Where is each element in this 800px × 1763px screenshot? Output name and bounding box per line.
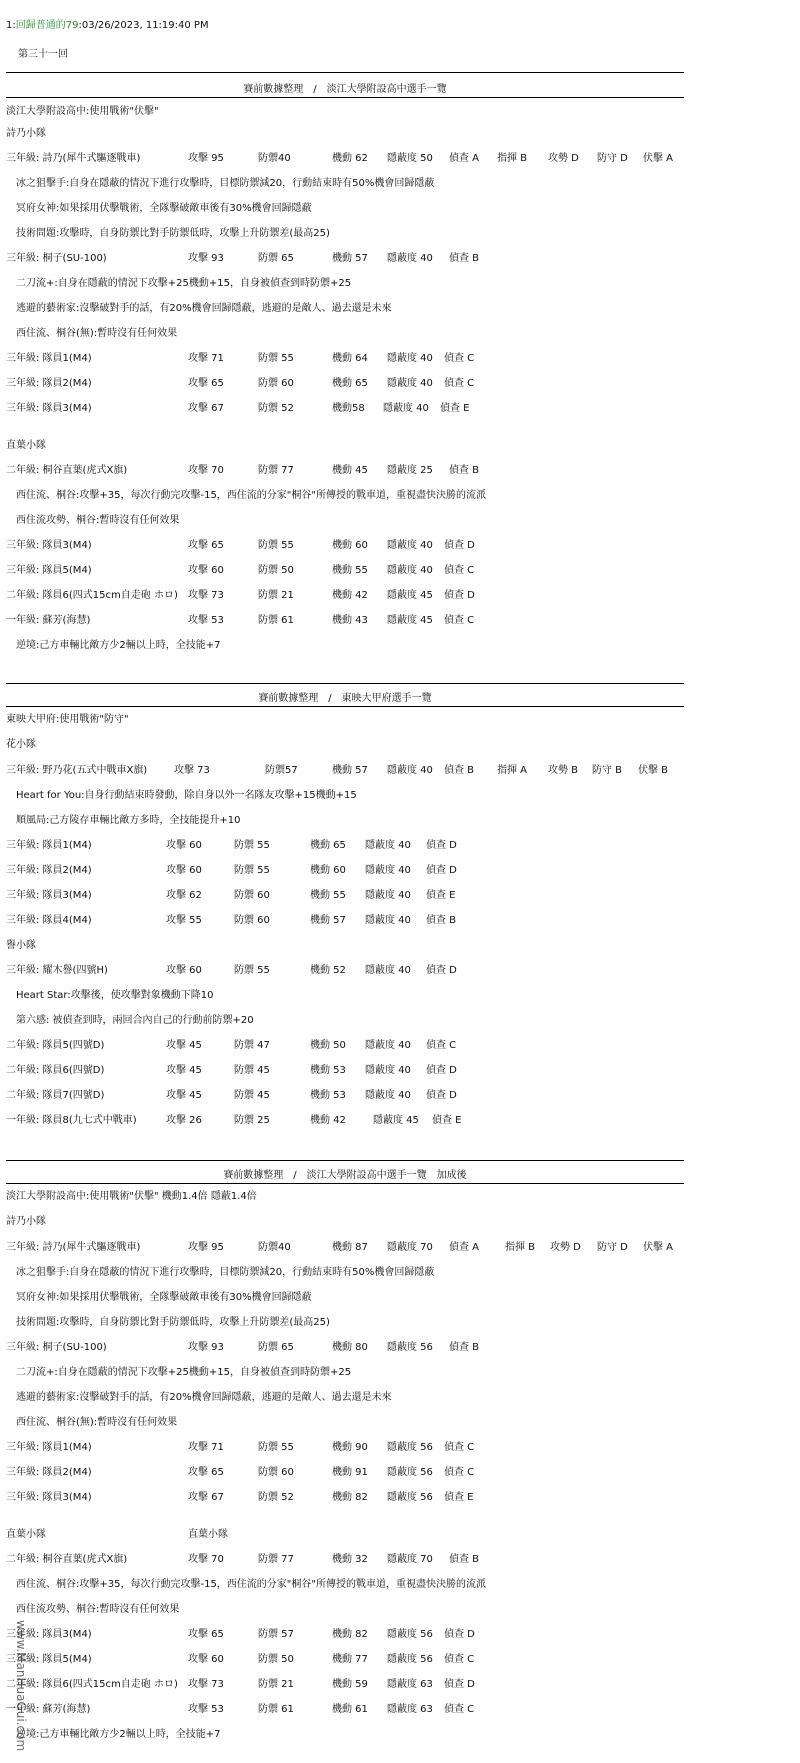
stat-cell: 機動 90 <box>332 1442 368 1453</box>
stat-cell: 偵查 B <box>449 1554 480 1565</box>
stat-cell: 攻擊 70 <box>188 1554 224 1565</box>
stat-cell: 機動 43 <box>332 615 368 626</box>
stat-cell: 隱蔽度 45 <box>387 615 433 626</box>
section-divider <box>6 97 684 98</box>
stat-cell: 防守 D <box>597 153 628 164</box>
stat-cell: 隱蔽度 40 <box>387 353 433 364</box>
section-divider <box>6 706 684 707</box>
stat-cell: 機動 64 <box>332 353 368 364</box>
stat-cell: 偵查 D <box>426 1065 457 1076</box>
roster-line: 西住流攻勢、桐谷:暫時沒有任何效果 <box>16 1604 180 1615</box>
stat-cell: 偵查 E <box>440 403 470 414</box>
stat-cell: 隱蔽度 40 <box>387 540 433 551</box>
stat-cell: 偵查 C <box>444 615 475 626</box>
stat-cell: 攻擊 71 <box>188 1442 224 1453</box>
post-index: 1: <box>6 20 16 31</box>
roster-line: 東映大甲府:使用戰術"防守" <box>6 714 129 725</box>
stat-cell: 防守 D <box>597 1242 628 1253</box>
stat-cell: 偵查 D <box>444 1679 475 1690</box>
section-divider <box>6 683 684 684</box>
roster-line: 三年級: 隊員1(M4) <box>6 840 92 851</box>
roster-line: 西住流攻勢、桐谷:暫時沒有任何效果 <box>16 515 180 526</box>
stat-cell: 偵查 A <box>449 1242 480 1253</box>
stat-cell: 隱蔽度 40 <box>365 965 411 976</box>
stat-cell: 隱蔽度 56 <box>387 1654 433 1665</box>
stat-cell: 隱蔽度 40 <box>365 865 411 876</box>
stat-cell: 攻擊 73 <box>174 765 210 776</box>
stat-cell: 防禦 55 <box>234 965 270 976</box>
section-divider <box>6 72 684 73</box>
section-divider <box>6 1160 684 1161</box>
roster-line: 一年級: 蘇芳(海慧) <box>6 1704 91 1715</box>
stat-cell: 攻勢 D <box>550 1242 581 1253</box>
stat-cell: 隱蔽度 40 <box>365 890 411 901</box>
roster-line: 三年級: 隊員3(M4) <box>6 1629 92 1640</box>
stat-cell: 隱蔽度 56 <box>387 1629 433 1640</box>
stat-cell: 防禦 52 <box>258 1492 294 1503</box>
roster-line: 三年級: 隊員3(M4) <box>6 540 92 551</box>
stat-cell: 攻擊 53 <box>188 615 224 626</box>
stat-cell: 機動 82 <box>332 1492 368 1503</box>
section-header: 賽前數據整理 / 淡江大學附設高中選手一覽 加成後 <box>223 1170 467 1181</box>
stat-cell: 隱蔽度 70 <box>387 1242 433 1253</box>
roster-line: 三年級: 隊員4(M4) <box>6 915 92 926</box>
roster-line: 淡江大學附設高中:使用戰術"伏擊" 機動1.4倍 隱蔽1.4倍 <box>6 1191 257 1202</box>
post-author-link[interactable]: 回歸普通的79 <box>15 20 79 31</box>
stat-cell: 隱蔽度 40 <box>365 915 411 926</box>
stat-cell: 機動 60 <box>332 540 368 551</box>
roster-line: 一年級: 蘇芳(海慧) <box>6 615 91 626</box>
stat-cell: 攻擊 67 <box>188 1492 224 1503</box>
section-divider <box>6 1183 684 1184</box>
stat-cell: 偵查 C <box>444 1654 475 1665</box>
stat-cell: 偵查 D <box>426 865 457 876</box>
stat-cell: 指揮 B <box>505 1242 536 1253</box>
stat-cell: 隱蔽度 40 <box>365 1090 411 1101</box>
stat-cell: 偵查 B <box>444 765 475 776</box>
stat-cell: 偵查 B <box>449 465 480 476</box>
roster-line: 逃避的藝術家:沒擊破對手的話，有20%機會回歸隱蔽，逃避的是敵人、過去還是未來 <box>16 303 392 314</box>
stat-cell: 偵查 C <box>444 1704 475 1715</box>
roster-line: 譽小隊 <box>6 940 36 951</box>
roster-line: 二年級: 隊員5(四號D) <box>6 1040 105 1051</box>
stat-cell: 攻擊 60 <box>166 840 202 851</box>
stat-cell: 隱蔽度 50 <box>387 153 433 164</box>
stat-cell: 偵查 D <box>444 590 475 601</box>
stat-cell: 隱蔽度 40 <box>387 765 433 776</box>
stat-cell: 機動 32 <box>332 1554 368 1565</box>
roster-line: Heart Star:攻擊後，使攻擊對象機動下降10 <box>16 990 214 1001</box>
stat-cell: 防禦 55 <box>258 353 294 364</box>
stat-cell: 攻擊 73 <box>188 590 224 601</box>
stat-cell: 攻擊 45 <box>166 1065 202 1076</box>
roster-line: 技術問題:攻擊時，自身防禦比對手防禦低時，攻擊上升防禦差(最高25) <box>16 1317 330 1328</box>
post-timestamp: :03/26/2023, 11:19:40 PM <box>78 20 209 31</box>
stat-cell: 機動 53 <box>310 1090 346 1101</box>
stat-cell: 偵查 C <box>444 1467 475 1478</box>
stat-cell: 偵查 C <box>444 353 475 364</box>
stat-cell: 偵查 C <box>444 565 475 576</box>
stat-cell: 防禦 65 <box>258 1342 294 1353</box>
roster-line: 三年級: 詩乃(犀牛式驅逐戰車) <box>6 1242 141 1253</box>
roster-line: 一年級: 隊員8(九七式中戰車) <box>6 1115 137 1126</box>
roster-line: Heart for You:自身行動結束時發動，除自身以外一名隊友攻擊+15機動+15 <box>16 790 357 801</box>
roster-line: 直葉小隊 <box>6 440 46 451</box>
roster-line: 西住流、桐谷(無):暫時沒有任何效果 <box>16 1417 178 1428</box>
stat-cell: 偵查 E <box>432 1115 462 1126</box>
roster-line: 二年級: 隊員6(四號D) <box>6 1065 105 1076</box>
stat-cell: 攻擊 65 <box>188 1467 224 1478</box>
roster-line: 三年級: 隊員2(M4) <box>6 378 92 389</box>
stat-cell: 攻擊 60 <box>188 1654 224 1665</box>
stat-cell: 指揮 B <box>497 153 528 164</box>
roster-line: 逆境:己方車輛比敵方少2輛以上時，全技能+7 <box>16 640 221 651</box>
roster-line: 直葉小隊 <box>6 1529 46 1540</box>
stat-cell: 防禦 25 <box>234 1115 270 1126</box>
stat-cell: 防禦 60 <box>258 1467 294 1478</box>
stat-cell: 機動 42 <box>310 1115 346 1126</box>
stat-cell: 機動 57 <box>332 765 368 776</box>
roster-line: 冥府女神:如果採用伏擊戰術，全隊擊破敵車後有30%機會回歸隱蔽 <box>16 203 312 214</box>
stat-cell: 隱蔽度 25 <box>387 465 433 476</box>
stat-cell: 攻擊 60 <box>166 965 202 976</box>
stat-cell: 機動 65 <box>332 378 368 389</box>
stat-cell: 機動 77 <box>332 1654 368 1665</box>
stat-cell: 攻擊 65 <box>188 540 224 551</box>
roster-line: 三年級: 隊員3(M4) <box>6 890 92 901</box>
watermark: www.ManHuaGui.com <box>14 1620 28 1752</box>
stat-cell: 隱蔽度 56 <box>387 1442 433 1453</box>
stat-cell: 機動 61 <box>332 1704 368 1715</box>
stat-cell: 機動 91 <box>332 1467 368 1478</box>
roster-line: 三年級: 隊員1(M4) <box>6 1442 92 1453</box>
stat-cell: 隱蔽度 40 <box>365 840 411 851</box>
roster-line: 三年級: 隊員5(M4) <box>6 565 92 576</box>
stat-cell: 機動 53 <box>310 1065 346 1076</box>
stat-cell: 攻擊 95 <box>188 1242 224 1253</box>
roster-line: 三年級: 隊員2(M4) <box>6 865 92 876</box>
stat-cell: 隱蔽度 40 <box>387 253 433 264</box>
stat-cell: 機動 52 <box>310 965 346 976</box>
stat-cell: 隱蔽度 40 <box>387 565 433 576</box>
stat-cell: 機動 45 <box>332 465 368 476</box>
stat-cell: 攻擊 95 <box>188 153 224 164</box>
roster-line: 順風局:己方陵存車輛比敵方多時，全技能提升+10 <box>16 815 241 826</box>
stat-cell: 防禦 55 <box>258 1442 294 1453</box>
section-header: 賽前數據整理 / 東映大甲府選手一覽 <box>258 693 432 704</box>
stat-cell: 攻擊 55 <box>166 915 202 926</box>
stat-cell: 偵查 C <box>444 378 475 389</box>
roster-line: 二年級: 隊員7(四號D) <box>6 1090 105 1101</box>
stat-cell: 攻擊 26 <box>166 1115 202 1126</box>
stat-cell: 防禦 45 <box>234 1090 270 1101</box>
stat-cell: 隱蔽度 40 <box>365 1040 411 1051</box>
stat-cell: 偵查 D <box>444 540 475 551</box>
stat-cell: 機動 55 <box>332 565 368 576</box>
stat-cell: 防禦 21 <box>258 590 294 601</box>
stat-cell: 攻擊 45 <box>166 1090 202 1101</box>
roster-line: 三年級: 隊員3(M4) <box>6 403 92 414</box>
roster-line: 三年級: 桐子(SU-100) <box>6 1342 107 1353</box>
roster-line: 西住流、桐谷:攻擊+35，每次行動完攻擊-15，西住流的分家"桐谷"所傳授的戰車道，重視盡快決勝的流派 <box>16 490 487 501</box>
stat-cell: 攻擊 93 <box>188 253 224 264</box>
stat-cell: 偵查 B <box>449 253 480 264</box>
post-header <box>6 16 209 31</box>
stat-cell: 隱蔽度 40 <box>383 403 429 414</box>
roster-line: 二刀流+:自身在隱蔽的情況下攻擊+25機動+15，自身被偵查到時防禦+25 <box>16 1367 352 1378</box>
stat-cell: 攻擊 73 <box>188 1679 224 1690</box>
stat-cell: 隱蔽度 45 <box>373 1115 419 1126</box>
roster-line: 三年級: 詩乃(犀牛式驅逐戰車) <box>6 153 141 164</box>
roster-line: 三年級: 隊員3(M4) <box>6 1492 92 1503</box>
roster-line: 冰之狙擊手:自身在隱蔽的情況下進行攻擊時，目標防禦減20，行動結束時有50%機會回歸隱蔽 <box>16 1267 435 1278</box>
stat-cell: 偵查 D <box>426 965 457 976</box>
stat-cell: 指揮 A <box>497 765 528 776</box>
stat-cell: 隱蔽度 45 <box>387 590 433 601</box>
stat-cell: 隱蔽度 63 <box>387 1704 433 1715</box>
roster-line: 二年級: 隊員6(四式15cm自走砲 ホロ) <box>6 1679 178 1690</box>
stat-cell: 防禦 60 <box>234 915 270 926</box>
stat-cell: 防禦 55 <box>234 840 270 851</box>
stat-cell: 隱蔽度 70 <box>387 1554 433 1565</box>
stat-cell: 機動 62 <box>332 153 368 164</box>
stat-cell: 機動 80 <box>332 1342 368 1353</box>
stat-cell: 防禦 60 <box>234 890 270 901</box>
stat-cell: 伏擊 A <box>643 1242 674 1253</box>
stat-cell: 機動 42 <box>332 590 368 601</box>
stat-cell: 防禦 65 <box>258 253 294 264</box>
roster-line: 西住流、桐谷:攻擊+35，每次行動完攻擊-15，西住流的分家"桐谷"所傳授的戰車道，重視盡快決勝的流派 <box>16 1579 487 1590</box>
stat-cell: 偵查 E <box>426 890 456 901</box>
stat-cell: 防禦 47 <box>234 1040 270 1051</box>
stat-cell: 伏擊 A <box>643 153 674 164</box>
stat-cell: 防禦 77 <box>258 465 294 476</box>
roster-line: 三年級: 隊員5(M4) <box>6 1654 92 1665</box>
stat-cell: 偵查 D <box>426 840 457 851</box>
stat-cell: 攻勢 B <box>548 765 579 776</box>
stat-cell: 攻擊 65 <box>188 378 224 389</box>
roster-line: 二年級: 隊員6(四式15cm自走砲 ホロ) <box>6 590 178 601</box>
roster-line: 二年級: 桐谷直葉(虎式X旗) <box>6 1554 128 1565</box>
roster-line: 冥府女神:如果採用伏擊戰術，全隊擊破敵車後有30%機會回歸隱蔽 <box>16 1292 312 1303</box>
stat-cell: 機動 50 <box>310 1040 346 1051</box>
stat-cell: 防禦 55 <box>234 865 270 876</box>
stat-cell: 偵查 B <box>426 915 457 926</box>
stat-cell: 隱蔽度 56 <box>387 1492 433 1503</box>
roster-line: 逃避的藝術家:沒擊破對手的話，有20%機會回歸隱蔽，逃避的是敵人、過去還是未來 <box>16 1392 392 1403</box>
stat-cell: 偵查 A <box>449 153 480 164</box>
stat-cell: 攻擊 62 <box>166 890 202 901</box>
roster-line: 技術問題:攻擊時，自身防禦比對手防禦低時，攻擊上升防禦差(最高25) <box>16 228 330 239</box>
stat-cell: 偵查 D <box>444 1629 475 1640</box>
stat-cell: 偵查 C <box>444 1442 475 1453</box>
roster-line: 詩乃小隊 <box>6 1216 46 1227</box>
section-header: 賽前數據整理 / 淡江大學附設高中選手一覽 <box>243 84 447 95</box>
roster-line: 冰之狙擊手:自身在隱蔽的情況下進行攻擊時，目標防禦減20，行動結束時有50%機會回歸隱蔽 <box>16 178 435 189</box>
roster-line: 三年級: 隊員1(M4) <box>6 353 92 364</box>
roster-line: 二刀流+:自身在隱蔽的情況下攻擊+25機動+15，自身被偵查到時防禦+25 <box>16 278 352 289</box>
stat-cell: 機動 59 <box>332 1679 368 1690</box>
stat-cell: 機動 55 <box>310 890 346 901</box>
stat-cell: 防禦57 <box>265 765 298 776</box>
stat-cell: 機動 57 <box>310 915 346 926</box>
stat-cell: 攻擊 67 <box>188 403 224 414</box>
stat-cell: 隱蔽度 63 <box>387 1679 433 1690</box>
roster-line: 三年級: 桐子(SU-100) <box>6 253 107 264</box>
stat-cell: 防禦 77 <box>258 1554 294 1565</box>
stat-cell: 偵查 D <box>426 1090 457 1101</box>
stat-cell: 攻擊 60 <box>188 565 224 576</box>
stat-cell: 防禦40 <box>258 1242 291 1253</box>
roster-line: 三年級: 耀木譽(四號H) <box>6 965 108 976</box>
stat-cell: 機動 60 <box>310 865 346 876</box>
stat-cell: 防禦 21 <box>258 1679 294 1690</box>
stat-cell: 攻勢 D <box>548 153 579 164</box>
roster-line: 第六感: 被偵查到時，兩回合內自己的行動前防禦+20 <box>16 1015 254 1026</box>
roster-line: 花小隊 <box>6 739 36 750</box>
roster-line: 淡江大學附設高中:使用戰術"伏擊" <box>6 106 159 117</box>
stat-cell: 防禦 45 <box>234 1065 270 1076</box>
stat-cell: 偵查 C <box>426 1040 457 1051</box>
stat-cell: 攻擊 70 <box>188 465 224 476</box>
stat-cell: 攻擊 71 <box>188 353 224 364</box>
stat-cell: 隱蔽度 40 <box>365 1065 411 1076</box>
chapter-title: 第三十一回 <box>18 49 68 60</box>
roster-line: 三年級: 隊員2(M4) <box>6 1467 92 1478</box>
stat-cell: 攻擊 45 <box>166 1040 202 1051</box>
stat-cell: 防禦 57 <box>258 1629 294 1640</box>
stat-cell: 隱蔽度 56 <box>387 1467 433 1478</box>
stat-cell: 防禦 50 <box>258 1654 294 1665</box>
stat-cell: 偵查 B <box>449 1342 480 1353</box>
stat-cell: 機動 65 <box>310 840 346 851</box>
stat-cell: 防禦 61 <box>258 1704 294 1715</box>
roster-line: 詩乃小隊 <box>6 128 46 139</box>
stat-cell: 機動 82 <box>332 1629 368 1640</box>
stat-cell: 防守 B <box>592 765 623 776</box>
stat-cell: 隱蔽度 56 <box>387 1342 433 1353</box>
stat-cell: 防禦 60 <box>258 378 294 389</box>
stat-cell: 直葉小隊 <box>188 1529 228 1540</box>
stat-cell: 隱蔽度 40 <box>387 378 433 389</box>
roster-line: 三年級: 野乃花(五式中戰車X旗) <box>6 765 148 776</box>
stat-cell: 攻擊 60 <box>166 865 202 876</box>
stat-cell: 偵查 E <box>444 1492 474 1503</box>
stat-cell: 攻擊 65 <box>188 1629 224 1640</box>
roster-line: 二年級: 桐谷直葉(虎式X旗) <box>6 465 128 476</box>
stat-cell: 伏擊 B <box>638 765 669 776</box>
stat-cell: 防禦40 <box>258 153 291 164</box>
stat-cell: 機動 87 <box>332 1242 368 1253</box>
stat-cell: 防禦 61 <box>258 615 294 626</box>
stat-cell: 防禦 50 <box>258 565 294 576</box>
roster-line: 逆境:己方車輛比敵方少2輛以上時，全技能+7 <box>16 1729 221 1740</box>
stat-cell: 機動58 <box>332 403 365 414</box>
stat-cell: 攻擊 53 <box>188 1704 224 1715</box>
stat-cell: 機動 57 <box>332 253 368 264</box>
roster-line: 西住流、桐谷(無):暫時沒有任何效果 <box>16 328 178 339</box>
stat-cell: 防禦 55 <box>258 540 294 551</box>
stat-cell: 防禦 52 <box>258 403 294 414</box>
stat-cell: 攻擊 93 <box>188 1342 224 1353</box>
